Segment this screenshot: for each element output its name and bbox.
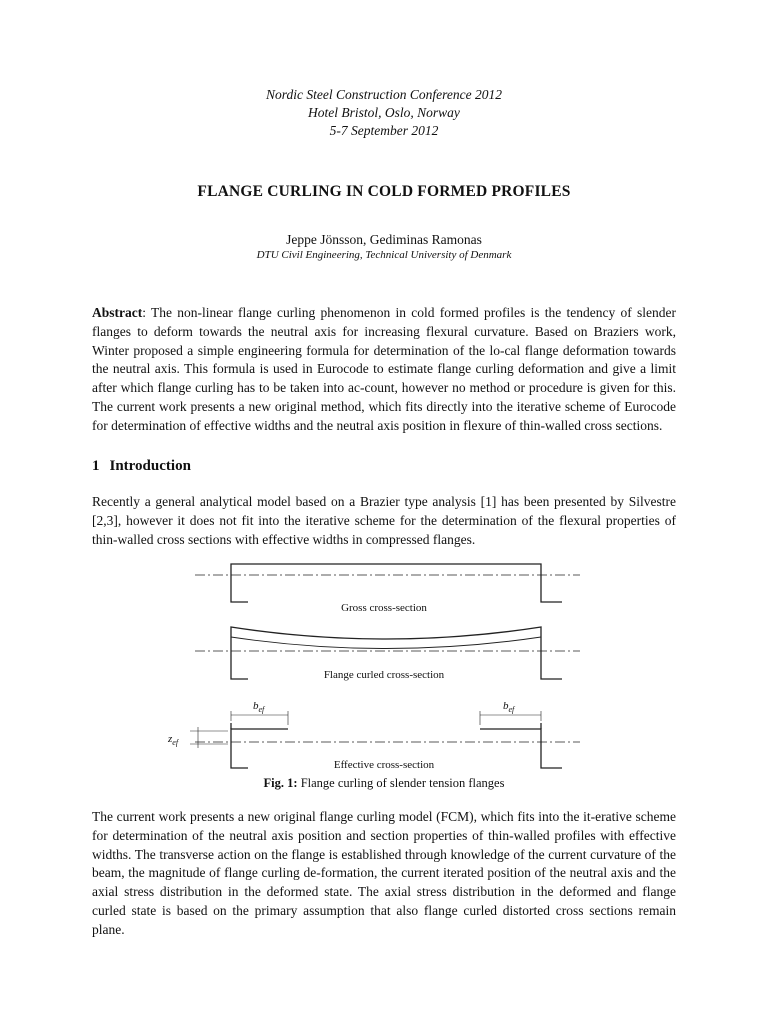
intro-paragraph-1: Recently a general analytical model based on a Brazier type analysis [1] has been presented by Silvestre [2,3], however it does not fit into the iterative scheme for the determination of the flexural properties of thin-walled cross sections with effective widths in compressed flanges. (92, 494, 676, 547)
conference-dates: 5-7 September 2012 (329, 123, 439, 138)
figure-caption-text: Flange curling of slender tension flanges (297, 776, 505, 790)
abstract-label: Abstract (92, 305, 143, 320)
label-effective-cross-section: Effective cross-section (333, 759, 435, 771)
figure-caption-label: Fig. 1: (263, 776, 298, 790)
conference-venue: Hotel Bristol, Oslo, Norway (308, 105, 460, 120)
label-flange-curled: Flange curled cross-section (323, 669, 445, 681)
abstract-text: : The non-linear flange curling phenomenon in cold formed profiles is the tendency of slender flanges to deform towards the neutral axis for increasing flexural curvature. Based on Braziers work, Winter proposed a simple engineering formula for determination of the lo-cal flange deformation towards the neutral axis. This formula is used in Eurocode to estimate flange curling deformation and give a limit after which flange curling has to be taken into ac-count, however no method or procedure is given for this. The current work presents a new original method, which fits directly into the iterative scheme of Eurocode for determination of effective widths and the neutral axis position in flexure of thin-walled cross sections. (92, 305, 676, 433)
section-heading (92, 458, 201, 475)
conference-name: Nordic Steel Construction Conference 2012 (266, 87, 502, 102)
paper-title: FLANGE CURLING IN COLD FORMED PROFILES (197, 183, 571, 200)
paper-authors: Jeppe Jönsson, Gediminas Ramonas (286, 232, 482, 247)
symbol-z-ef: $z_{ef}$ (168, 733, 179, 747)
symbol-b-ef-right: $b_{ef}$ (503, 700, 515, 714)
label-gross-cross-section: Gross cross-section (341, 602, 427, 614)
symbol-b-ef-left: $b_{ef}$ (253, 700, 265, 714)
intro-paragraph-2: The current work presents a new original flange curling model (FCM), which fits into the it-erative scheme for determination of the neutral axis position and section properties of thin-walled profiles with effective widths. The transverse action on the flange is established through knowledge of the current curvature of the beam, the magnitude of flange curling de-formation, the current iterated position of the neutral axis and the axial stress distribution in the deformed state. The axial stress distribution in the deformed and flange curled state is based on the primary assumption that also flange curled distorted cross sections remain plane. (92, 809, 676, 937)
section-title: Introduction (109, 458, 191, 474)
flange-curling-figure (0, 555, 768, 775)
gross-cross-section-diagram (195, 564, 580, 602)
paper-affiliation: DTU Civil Engineering, Technical University of Denmark (256, 249, 512, 261)
abstract (92, 304, 676, 436)
section-number: 1 (92, 458, 100, 474)
figure-caption (0, 776, 768, 791)
